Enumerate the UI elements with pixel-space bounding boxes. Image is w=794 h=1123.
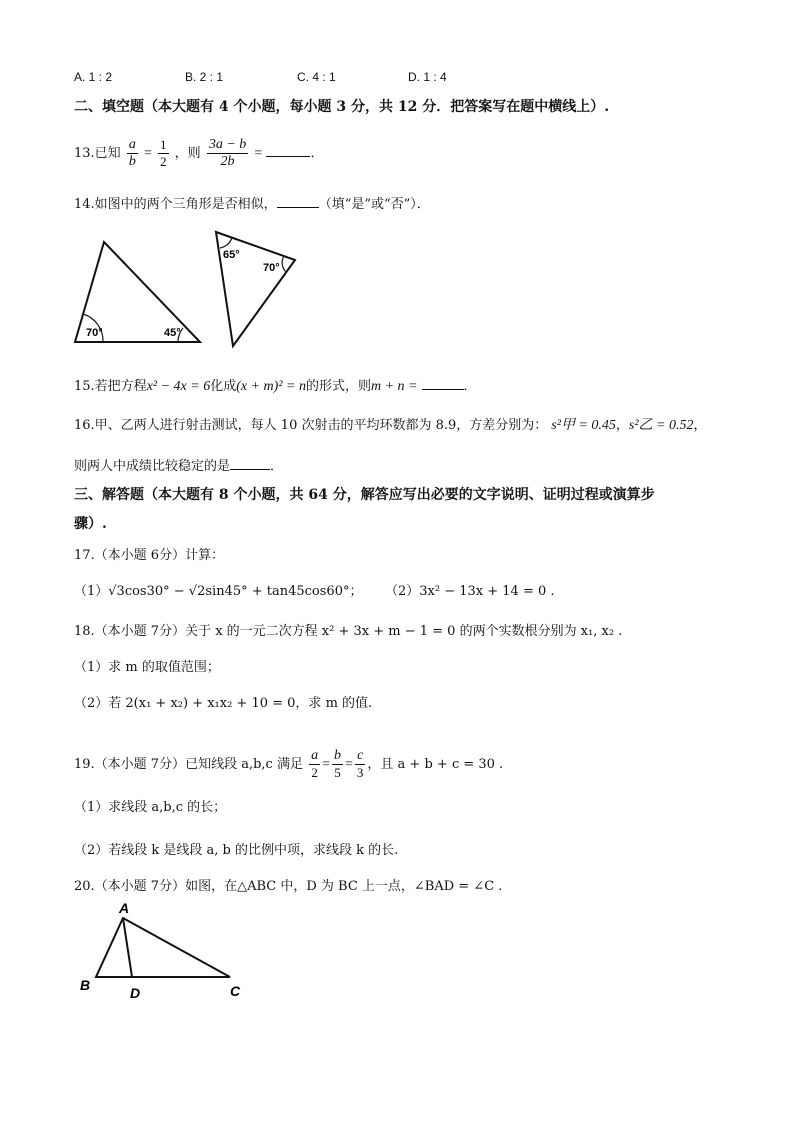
triangle-abc (96, 918, 230, 977)
choice-b: B. 2 : 1 (185, 70, 224, 84)
q16-variance-yi: s²乙 = 0.52 (628, 418, 694, 433)
choice-c: C. 4 : 1 (297, 70, 336, 84)
q13-mid: ，则 (174, 146, 201, 161)
question-19-title: 19.（本小题 7分）已知线段 a,b,c 满足 $\frac{a}{2}$ = $\frac{b}{5}$ = $\frac{c}{3}$ ，且 a + b + c = 30 . (74, 748, 504, 780)
question-14: 14.如图中的两个三角形是否相似， （填“是”或“否”）． (74, 197, 430, 212)
label-c: C (230, 983, 241, 999)
figure-20-triangle (74, 898, 254, 1002)
left-angle-45: 45° (164, 327, 181, 339)
q13-fraction-a-b: $\frac{a}{b}$ (128, 137, 136, 169)
section3-heading-cont: 骤）. (74, 516, 107, 532)
question-15: 15.若把方程x² − 4x = 6化成(x + m)² = n的形式，则m + n = ． (74, 379, 477, 394)
q19-fraction-a: $\frac{a}{2}$ (311, 748, 319, 780)
q13-answer-blank[interactable] (266, 144, 310, 157)
question-20-title: 20.（本小题 7分）如图，在△ABC 中，D 为 BC 上一点，∠BAD = ∠C . (74, 879, 503, 894)
segment-ad (123, 918, 132, 977)
q13-fraction-1-2: $\frac{1}{2}$ (160, 137, 167, 169)
question-16-line2: 则两人中成绩比较稳定的是 ． (74, 459, 284, 474)
question-19-part1: （1）求线段 a,b,c 的长； (74, 800, 227, 815)
question-18-title: 18.（本小题 7分）关于 x 的一元二次方程 x² + 3x + m − 1 = 0 的两个实数根分别为 x₁, x₂ . (74, 624, 623, 639)
figure-14-triangles (70, 226, 310, 350)
question-18-part1: （1）求 m 的取值范围； (74, 660, 220, 675)
question-17-title: 17.（本小题 6分）计算： (74, 548, 225, 563)
q15-equation: x² − 4x = 6 (146, 379, 211, 394)
right-angle-70: 70° (263, 262, 280, 274)
question-16: 16.甲、乙两人进行射击测试，每人 10 次射击的平均环数都为 8.9，方差分别为： s²甲 = 0.45，s²乙 = 0.52， (74, 418, 707, 433)
label-b: B (80, 977, 91, 993)
q19-fraction-c: $\frac{c}{3}$ (356, 748, 364, 780)
q16-answer-blank[interactable] (230, 457, 270, 470)
label-a: A (119, 900, 130, 916)
question-19-part2: （2）若线段 k 是线段 a, b 的比例中项，求线段 k 的长. (74, 843, 399, 858)
q15-answer-blank[interactable] (422, 377, 464, 390)
choice-a: A. 1 : 2 (74, 70, 113, 84)
q13-prefix: 13.已知 (74, 146, 121, 161)
section2-heading: 二、填空题（本大题有 4 个小题，每小题 3 分，共 12 分．把答案写在题中横线上）. (74, 99, 610, 115)
right-angle-65: 65° (223, 249, 240, 261)
question-17-part2: （2）3x² − 13x + 14 = 0 . (385, 584, 555, 599)
question-13: 13.已知 $\frac{a}{b}$ = $\frac{1}{2}$ ，则 $\frac{3a - b}{2b}$ = ． (74, 137, 324, 169)
q14-answer-blank[interactable] (277, 195, 319, 208)
label-d: D (130, 985, 141, 1001)
q19-fraction-b: $\frac{b}{5}$ (334, 748, 342, 780)
question-17-part1: （1）√3cos30° − √2sin45° + tan45cos60°； (74, 584, 363, 599)
q16-variance-jia: s²甲 = 0.45 (551, 418, 616, 433)
q15-target-form: (x + m)² = n (236, 379, 306, 394)
section3-heading: 三、解答题（本大题有 8 个小题，共 64 分，解答应写出必要的文字说明、证明过程或演算步 (74, 487, 655, 503)
question-18-part2: （2）若 2(x₁ + x₂) + x₁x₂ + 10 = 0，求 m 的值. (74, 696, 373, 711)
choice-d: D. 1 : 4 (408, 70, 447, 84)
left-angle-70: 70° (86, 327, 103, 339)
q13-fraction-expression: $\frac{3a - b}{2b}$ (208, 137, 247, 169)
